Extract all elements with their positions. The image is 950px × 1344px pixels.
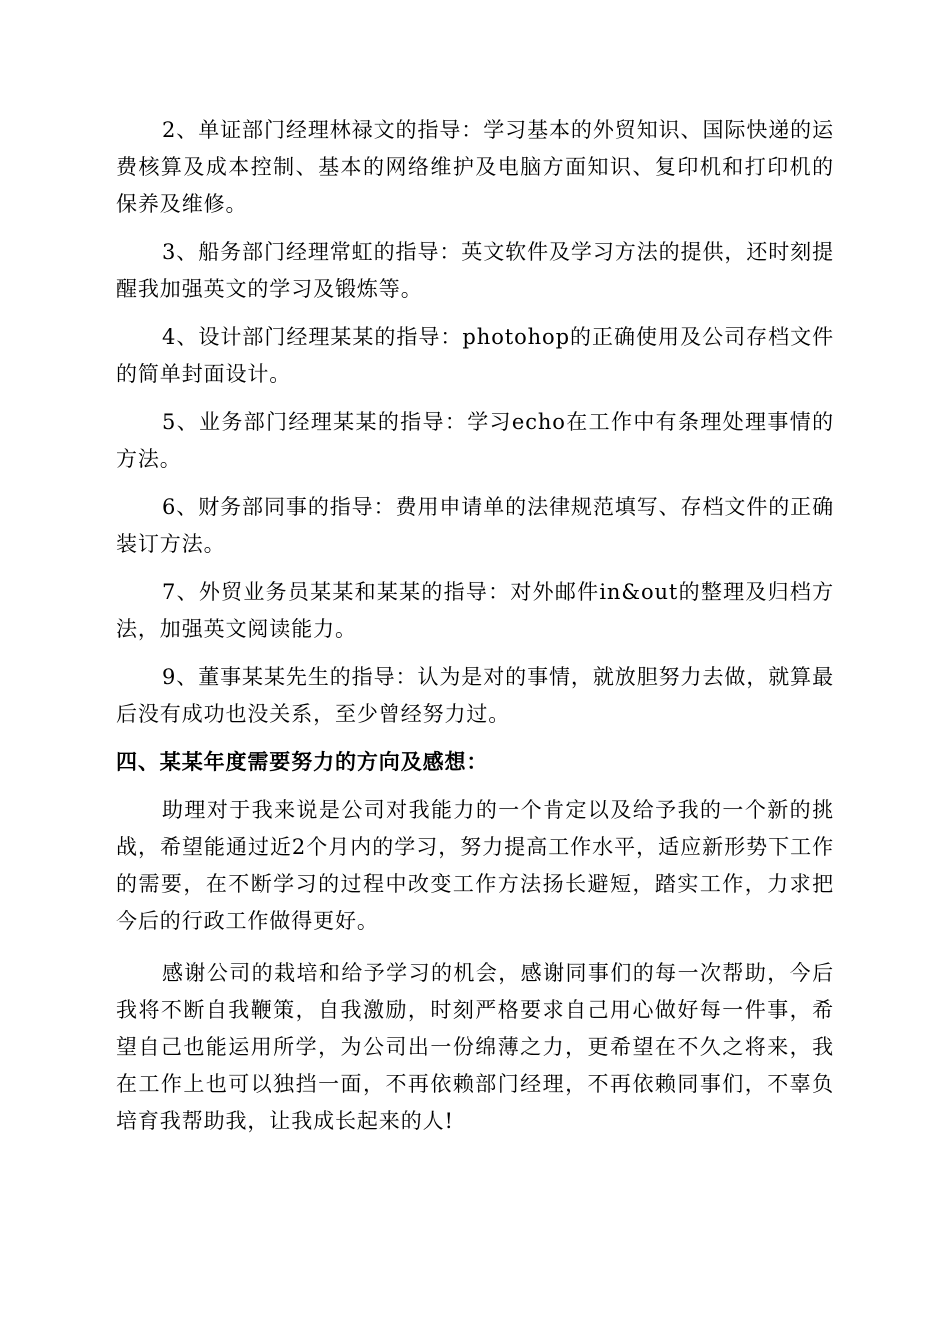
guidance-item-2: 2、单证部门经理林禄文的指导：学习基本的外贸知识、国际快递的运费核算及成本控制、基本的网络维护及电脑方面知识、复印机和打印机的保养及维修。 [116,118,834,216]
closing-paragraph-1: 助理对于我来说是公司对我能力的一个肯定以及给予我的一个新的挑战，希望能通过近2个月内的学习，努力提高工作水平，适应新形势下工作的需要，在不断学习的过程中改变工作方法扬长避短，踏实工作，力求把今后的行政工作做得更好。 [116,798,834,933]
section-heading: 四、某某年度需要努力的方向及感想： [116,750,489,774]
guidance-item-9: 9、董事某某先生的指导：认为是对的事情，就放胆努力去做，就算最后没有成功也没关系，至少曾经努力过。 [116,665,834,726]
closing-paragraph-2: 感谢公司的栽培和给予学习的机会，感谢同事们的每一次帮助，今后我将不断自我鞭策，自我激励，时刻严格要求自己用心做好每一件事，希望自己也能运用所学，为公司出一份绵薄之力，更希望在不久之将来，我在工作上也可以独挡一面，不再依赖部门经理，不再依赖同事们，不辜负培育我帮助我，让我成长起来的人! [116,961,834,1133]
document-body [116,112,834,1140]
guidance-item-7: 7、外贸业务员某某和某某的指导：对外邮件in&out的整理及归档方法，加强英文阅读能力。 [116,580,834,641]
guidance-item-4: 4、设计部门经理某某的指导：photohop的正确使用及公司存档文件的简单封面设计。 [116,325,834,386]
guidance-item-3: 3、船务部门经理常虹的指导：英文软件及学习方法的提供，还时刻提醒我加强英文的学习及锻炼等。 [116,240,834,301]
guidance-item-5: 5、业务部门经理某某的指导：学习echo在工作中有条理处理事情的方法。 [116,410,834,471]
guidance-item-6: 6、财务部同事的指导：费用申请单的法律规范填写、存档文件的正确装订方法。 [116,495,834,556]
